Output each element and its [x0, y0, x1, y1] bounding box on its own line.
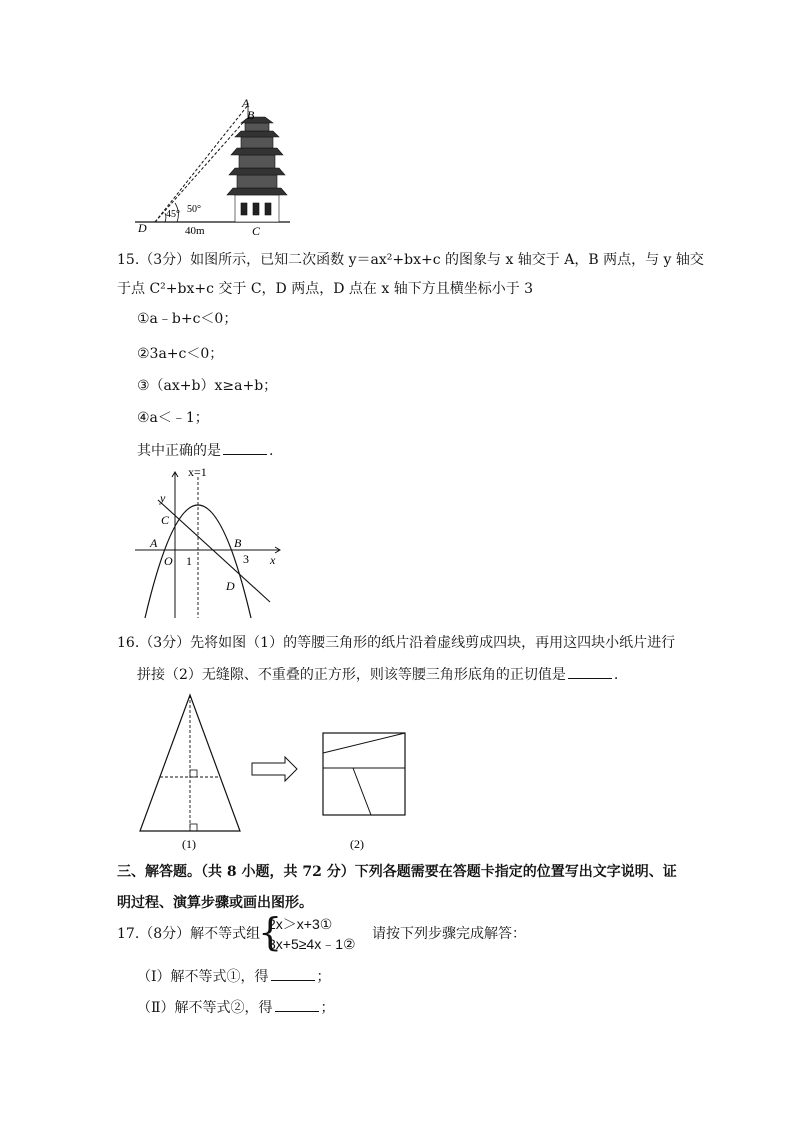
- q16-stem-line1: 16.（3分）先将如图（1）的等腰三角形的纸片沿着虚线剪成四块，再用这四块小纸片进行: [117, 635, 676, 651]
- q15-stem-line1: 15.（3分）如图所示，已知二次函数 y＝ax²+bx+c 的图象与 x 轴交于 A，B 两点，与 y 轴交: [117, 252, 704, 268]
- answer-blank-step-1[interactable]: [271, 966, 315, 981]
- system-brace: {: [258, 910, 283, 954]
- q15-end: .: [269, 443, 274, 459]
- q17-head: 17.（8分）解不等式组: [117, 926, 261, 942]
- tick-3-label: 3: [243, 552, 249, 566]
- axis-y-label: y: [160, 491, 166, 505]
- symmetry-label: x=1: [188, 465, 207, 479]
- q16-text: 拼接（2）无缝隙、不重叠的正方形，则该等腰三角形底角的正切值是: [137, 667, 566, 683]
- q15-option-1: ①a﹣b+c＜0；: [137, 311, 238, 327]
- pagoda-figure: [135, 95, 295, 235]
- label-A: A: [242, 96, 250, 110]
- point-C-label: C: [161, 513, 170, 527]
- figure-1-caption: (1): [182, 837, 196, 851]
- answer-blank-q16[interactable]: [568, 664, 612, 679]
- q17-step-1: [137, 966, 331, 987]
- figure-2-caption: (2): [350, 837, 364, 851]
- distance-label: 40m: [185, 225, 205, 235]
- q17-step-2: [137, 997, 335, 1018]
- triangle-square-figure: [135, 690, 425, 855]
- label-C: C: [252, 224, 261, 235]
- label-B: B: [247, 108, 255, 122]
- parabola-figure: [130, 462, 290, 622]
- answer-blank-step-2[interactable]: [275, 997, 319, 1012]
- section-3-heading-line2: 明过程、演算步骤或画出图形。: [117, 895, 313, 911]
- label-D: D: [138, 221, 147, 235]
- angle-50: 50°: [187, 204, 201, 215]
- origin-label: O: [164, 554, 173, 568]
- axis-x-label: x: [270, 553, 276, 567]
- q17-step-1-text: （Ⅰ）解不等式①，得: [137, 969, 269, 985]
- q16-end: .: [613, 667, 619, 683]
- point-B-label: B: [234, 536, 242, 550]
- q17-instruction: 请按下列步骤完成解答：: [372, 926, 526, 942]
- q15-stem-line2: 于点 C²+bx+c 交于 C，D 两点，D 点在 x 轴下方且横坐标小于 3: [117, 281, 534, 297]
- q17-step-2-text: （Ⅱ）解不等式②，得: [137, 1000, 273, 1016]
- q15-option-4: ④a＜﹣1；: [137, 410, 209, 426]
- section-3-heading-line1: 三、解答题。（共 8 小题，共 72 分）下列各题需要在答题卡指定的位置写出文字说明、证: [117, 864, 677, 880]
- q15-option-3: ③（ax+b）x≥a+b；: [137, 378, 278, 394]
- q15-ask: 其中正确的是: [137, 443, 221, 459]
- q17-step-2-end: ；: [320, 1000, 335, 1016]
- angle-45: 45°: [166, 209, 180, 220]
- point-D-label: D: [226, 579, 235, 593]
- answer-blank-q15[interactable]: [223, 440, 267, 455]
- inequality-1: 2x＞x+3①: [268, 916, 333, 932]
- q16-stem-line2: [137, 664, 618, 685]
- inequality-2: 3x+5≥4x﹣1②: [268, 936, 356, 952]
- point-A-label: A: [150, 536, 158, 550]
- q15-option-2: ②3a+c＜0；: [137, 346, 224, 362]
- tick-1-label: 1: [186, 554, 192, 568]
- inequality-system: [268, 914, 356, 954]
- q15-question: [137, 440, 273, 461]
- q17-step-1-end: ；: [316, 969, 331, 985]
